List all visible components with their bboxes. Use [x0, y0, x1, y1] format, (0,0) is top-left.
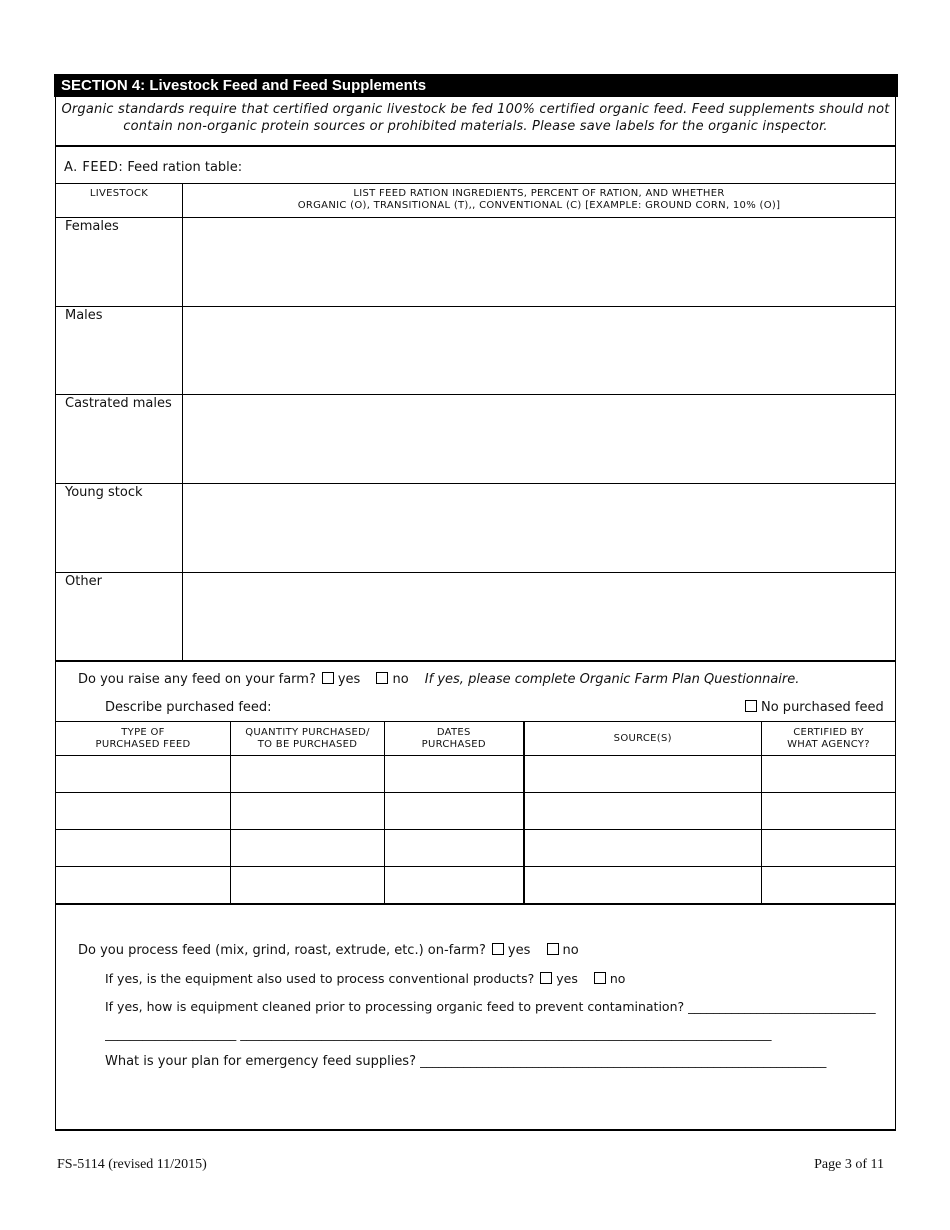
livestock-label-castrated-males: Castrated males [56, 395, 183, 484]
form-id: FS-5114 (revised 11/2015) [57, 1157, 207, 1172]
emergency-question: What is your plan for emergency feed supplies? [105, 1054, 421, 1069]
raise-feed-question: Do you raise any feed on your farm? [78, 672, 316, 687]
header-quantity [231, 722, 385, 756]
section-intro: Organic standards require that certified organic livestock be fed 100% certified organic feed. Feed supplements should not contain non-organic protein sources or prohibited materials. Please save labels for the organic inspector. [55, 97, 896, 147]
header-ration-line1: LIST FEED RATION INGREDIENTS, PERCENT OF RATION, AND WHETHER [353, 188, 725, 199]
ration-input-females[interactable] [183, 218, 896, 307]
feed-label-text: Feed ration table: [127, 160, 243, 175]
cell-certified[interactable] [762, 830, 896, 867]
raise-feed-question-line [78, 672, 799, 687]
equipment-yes-label: yes [556, 971, 578, 986]
purchased-feed-table [55, 721, 896, 904]
equipment-yes-checkbox[interactable] [540, 972, 552, 984]
cell-type[interactable] [56, 830, 231, 867]
header-certified-l2: WHAT AGENCY? [787, 738, 870, 750]
ration-input-young-stock[interactable] [183, 484, 896, 573]
cell-certified[interactable] [762, 793, 896, 830]
equipment-question: If yes, is the equipment also used to process conventional products? [105, 971, 535, 986]
cell-certified[interactable] [762, 867, 896, 904]
feed-ration-label [64, 160, 242, 175]
divider [55, 660, 896, 662]
header-ration [183, 184, 896, 218]
cell-dates[interactable] [385, 830, 524, 867]
header-type-l2: PURCHASED FEED [95, 738, 191, 750]
livestock-label-females: Females [56, 218, 183, 307]
equipment-question-line [105, 971, 625, 986]
raise-feed-yes-label: yes [337, 672, 361, 687]
ration-input-other[interactable] [183, 573, 896, 662]
cell-dates[interactable] [385, 793, 524, 830]
livestock-label-males: Males [56, 307, 183, 395]
section-title: SECTION 4: Livestock Feed and Feed Supplements [54, 74, 898, 97]
cell-quantity[interactable] [231, 830, 385, 867]
cell-quantity[interactable] [231, 793, 385, 830]
livestock-label-other: Other [56, 573, 183, 662]
cell-certified[interactable] [762, 756, 896, 793]
header-source: SOURCE(S) [524, 722, 762, 756]
table-row [56, 756, 896, 793]
describe-purchased-label: Describe purchased feed: [105, 700, 272, 715]
process-feed-no-checkbox[interactable] [547, 943, 559, 955]
equipment-no-checkbox[interactable] [594, 972, 606, 984]
header-livestock: LIVESTOCK [56, 184, 183, 218]
cell-type[interactable] [56, 867, 231, 904]
header-dates-l2: PURCHASED [421, 738, 486, 750]
raise-feed-no-checkbox[interactable] [376, 672, 388, 684]
header-certified-l1: CERTIFIED BY [793, 726, 864, 738]
cell-source[interactable] [524, 830, 762, 867]
page-number: Page 3 of 11 [814, 1157, 884, 1172]
cell-type[interactable] [56, 793, 231, 830]
divider [55, 903, 896, 905]
cell-source[interactable] [524, 756, 762, 793]
feed-label-title: A. FEED: [64, 160, 124, 175]
no-purchased-feed-checkbox[interactable] [745, 700, 757, 712]
emergency-question-line [105, 1053, 826, 1069]
header-type-l1: TYPE OF [121, 726, 165, 738]
process-feed-yes-label: yes [507, 943, 531, 958]
table-row [56, 793, 896, 830]
process-feed-no-label: no [562, 943, 579, 958]
header-type [56, 722, 231, 756]
feed-ration-table [55, 183, 896, 662]
ration-input-castrated-males[interactable] [183, 395, 896, 484]
ration-input-males[interactable] [183, 307, 896, 395]
header-quantity-l1: QUANTITY PURCHASED/ [245, 726, 370, 738]
header-dates-l1: DATES [436, 726, 471, 738]
equipment-no-label: no [609, 971, 626, 986]
cell-quantity[interactable] [231, 756, 385, 793]
table-row [56, 867, 896, 904]
cell-dates[interactable] [385, 867, 524, 904]
cell-source[interactable] [524, 793, 762, 830]
cell-dates[interactable] [385, 756, 524, 793]
raise-feed-yes-checkbox[interactable] [322, 672, 334, 684]
cell-quantity[interactable] [231, 867, 385, 904]
livestock-label-young-stock: Young stock [56, 484, 183, 573]
emergency-answer-blank[interactable]: _________________________________________________________________ [420, 1053, 827, 1068]
header-certified [762, 722, 896, 756]
no-purchased-feed-option [745, 700, 884, 715]
raise-feed-note: If yes, please complete Organic Farm Plan Questionnaire. [424, 672, 800, 687]
cleaning-question-line [105, 999, 876, 1014]
process-feed-yes-checkbox[interactable] [492, 943, 504, 955]
cleaning-answer-line2[interactable]: _____________________ _____________________________________________________________________________________ [105, 1026, 772, 1041]
no-purchased-feed-label: No purchased feed [761, 700, 884, 715]
cleaning-question: If yes, how is equipment cleaned prior to processing organic feed to prevent contamination? [105, 999, 689, 1014]
process-feed-question: Do you process feed (mix, grind, roast, extrude, etc.) on-farm? [78, 943, 486, 958]
header-ration-line2: ORGANIC (O), TRANSITIONAL (T),, CONVENTIONAL (C) [EXAMPLE: GROUND CORN, 10% (O)] [297, 200, 781, 211]
cleaning-answer-blank[interactable]: ______________________________ [688, 999, 876, 1014]
raise-feed-no-label: no [392, 672, 409, 687]
header-dates [385, 722, 524, 756]
process-feed-question-line [78, 943, 579, 958]
table-row [56, 830, 896, 867]
cell-source[interactable] [524, 867, 762, 904]
header-quantity-l2: TO BE PURCHASED [257, 738, 358, 750]
cell-type[interactable] [56, 756, 231, 793]
